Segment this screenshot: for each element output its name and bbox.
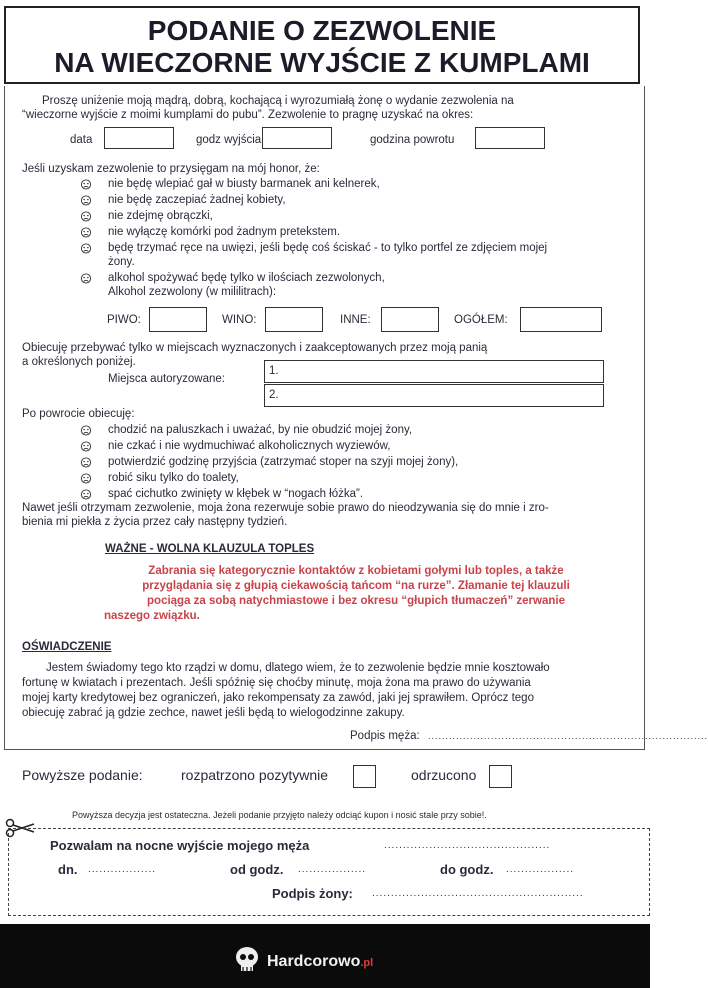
statement-line-1: Jestem świadomy tego kto rządzi w domu, dlatego wiem, że to zezwolenie będzie mnie kosztowało — [46, 662, 550, 674]
rejected-label: odrzucono — [411, 767, 477, 783]
coupon-to-label: do godz. — [440, 862, 494, 877]
coupon-from-label: od godz. — [230, 862, 284, 877]
place-1-input[interactable] — [264, 360, 604, 383]
oath-item: będę trzymać ręce na uwięzi, jeśli będę coś ściskać - to tylko portfel ze zdjęciem mojej — [108, 242, 548, 254]
return-item: robić siku tylko do toalety, — [108, 472, 239, 484]
statement-line-4: obiecuję zabrać ją gdzie zechce, nawet jeśli będą to wielogodzinne zakupy. — [22, 707, 405, 719]
footer-brand[interactable] — [267, 953, 373, 971]
place-1-number: 1. — [269, 365, 279, 377]
decision-note: Powyższa decyzja jest ostateczna. Jeżeli podanie przyjęto należy odciąć kupon i nosić stale przy sobie!. — [72, 810, 487, 820]
piwo-input[interactable] — [149, 307, 207, 332]
oath-item: nie wyłączę komórki pod żadnym pretekstem. — [108, 226, 341, 238]
oath-heading: Jeśli uzyskam zezwolenie to przysięgam na mój honor, że: — [22, 163, 320, 175]
approved-label: rozpatrzono pozytywnie — [181, 767, 329, 783]
reserve-line-1: Nawet jeśli otrzymam zezwolenie, moja żona rezerwuje sobie prawo do nieodzywania się do mnie i zro- — [22, 502, 549, 514]
footer-brand-tld: .pl — [360, 957, 374, 969]
alcohol-label: Alkohol zezwolony (w mililitrach): — [108, 286, 277, 298]
footer-brand-name: Hardcorowo — [267, 953, 361, 970]
topless-line-3: pociąga za sobą natychmiastowe i bez okresu “głupich tłumaczeń” zerwanie — [147, 595, 565, 607]
wino-label: WINO: — [222, 314, 257, 326]
statement-line-3: mojej karty kredytowej bez ograniczeń, jako rekompensaty za zawód, jaki jej sprawiłem. Oprócz tego — [22, 692, 534, 704]
sad-face-icon — [80, 211, 92, 222]
ogolem-label: OGÓŁEM: — [454, 314, 508, 326]
departure-label: godz wyjścia — [196, 134, 262, 146]
place-2-number: 2. — [269, 389, 279, 401]
place-2-input[interactable] — [264, 384, 604, 407]
coupon-line-1-dots: ............................................ — [384, 840, 551, 851]
husband-signature-line[interactable]: ................................................................................ — [428, 731, 708, 741]
coupon-line-1: Pozwalam na nocne wyjście mojego męża — [50, 838, 310, 853]
data-label: data — [70, 134, 93, 146]
places-line-2: a określonych poniżej. — [22, 356, 136, 368]
rejected-checkbox[interactable] — [489, 765, 512, 788]
return-item: spać cichutko zwinięty w kłębek w “nogach łóżka”. — [108, 488, 364, 500]
wife-signature-dots: ........................................................ — [372, 888, 584, 899]
skull-icon — [232, 945, 262, 975]
oath-item: nie zdejmę obrączki, — [108, 210, 213, 222]
title-line-2: NA WIECZORNE WYJŚCIE Z KUMPLAMI — [54, 47, 590, 78]
departure-input[interactable] — [262, 127, 332, 149]
sad-face-icon — [80, 473, 92, 484]
inne-label: INNE: — [340, 314, 371, 326]
form-title — [4, 6, 640, 84]
data-input[interactable] — [104, 127, 174, 149]
sad-face-icon — [80, 489, 92, 500]
oath-item-cont: żony. — [108, 256, 135, 268]
statement-heading: OŚWIADCZENIE — [22, 641, 112, 653]
oath-item: alkohol spożywać będę tylko w ilościach zezwolonych, — [108, 272, 385, 284]
topless-line-4: naszego związku. — [104, 610, 200, 622]
coupon-date-dots: .................. — [88, 864, 157, 875]
sad-face-icon — [80, 425, 92, 436]
return-time-input[interactable] — [475, 127, 545, 149]
statement-line-2: fortunę w kwiatach i prezentach. Jeśli spóźnię się choćby minutę, moja żona ma prawo do używania — [22, 677, 531, 689]
intro-line-2: “wieczorne wyjście z moimi kumplami do pubu”. Zezwolenie to pragnę uzyskać na okres: — [22, 109, 474, 121]
wino-input[interactable] — [265, 307, 323, 332]
ogolem-input[interactable] — [520, 307, 602, 332]
wife-signature-label: Podpis żony: — [272, 886, 353, 901]
places-label: Miejsca autoryzowane: — [108, 373, 225, 385]
sad-face-icon — [80, 227, 92, 238]
reserve-line-2: bienia mi piekła z życia przez cały następny tydzień. — [22, 516, 288, 528]
sad-face-icon — [80, 457, 92, 468]
topless-heading: WAŻNE - WOLNA KLAUZULA TOPLES — [105, 543, 315, 555]
oath-item: nie będę zaczepiać żadnej kobiety, — [108, 194, 286, 206]
topless-line-2: przyglądania się z głupią ciekawością tańcom “na rurze”. Złamanie tej klauzuli — [142, 580, 570, 592]
husband-signature-label: Podpis męża: — [350, 730, 420, 742]
sad-face-icon — [80, 195, 92, 206]
return-item: chodzić na paluszkach i uważać, by nie obudzić mojej żony, — [108, 424, 413, 436]
coupon-from-dots: .................. — [298, 864, 367, 875]
sad-face-icon — [80, 273, 92, 284]
inne-input[interactable] — [381, 307, 439, 332]
return-label: godzina powrotu — [370, 134, 455, 146]
coupon-to-dots: .................. — [506, 864, 575, 875]
intro-line-1: Proszę uniżenie moją mądrą, dobrą, kochającą i wyrozumiałą żonę o wydanie zezwolenia na — [42, 95, 514, 107]
topless-line-1: Zabrania się kategorycznie kontaktów z kobietami gołymi lub toples, a także — [148, 565, 564, 577]
sad-face-icon — [80, 179, 92, 190]
coupon-date-label: dn. — [58, 862, 78, 877]
oath-item: nie będę wlepiać gał w biusty barmanek ani kelnerek, — [108, 178, 380, 190]
decision-label: Powyższe podanie: — [22, 767, 143, 783]
approved-checkbox[interactable] — [353, 765, 376, 788]
sad-face-icon — [80, 441, 92, 452]
return-item: nie czkać i nie wydmuchiwać alkoholicznych wyziewów, — [108, 440, 391, 452]
return-heading: Po powrocie obiecuję: — [22, 408, 135, 420]
piwo-label: PIWO: — [107, 314, 141, 326]
places-line-1: Obiecuję przebywać tylko w miejscach wyznaczonych i zaakceptowanych przez moją panią — [22, 342, 488, 354]
title-line-1: PODANIE O ZEZWOLENIE — [147, 15, 497, 46]
return-item: potwierdzić godzinę przyjścia (zatrzymać stoper na szyji mojej żony), — [108, 456, 459, 468]
sad-face-icon — [80, 243, 92, 254]
